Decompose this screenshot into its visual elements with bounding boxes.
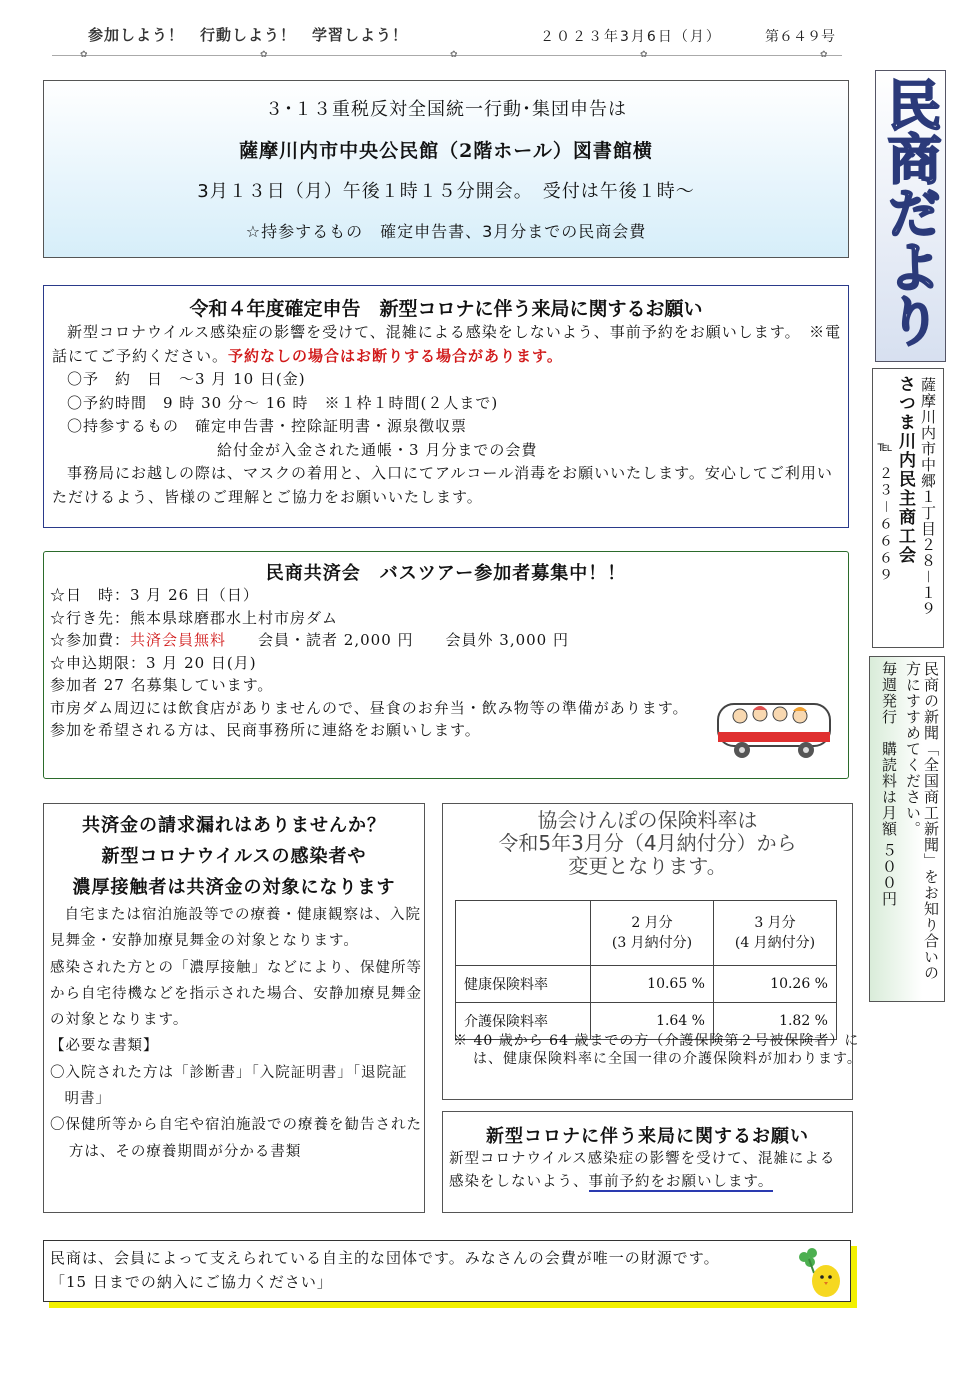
notice5-head3: 変更となります。	[568, 854, 727, 878]
org-address-panel	[872, 368, 944, 648]
notice2-p2: 事務局にお越しの際は、マスクの着用と、入口にてアルコール消毒をお願いいたします。安心してご利用いただけるよう、皆様のご理解とご協力をお願いいたします。	[52, 464, 833, 506]
newspaper-promo-panel	[869, 656, 945, 1002]
flower-ornament-icon: ✿	[820, 50, 828, 60]
notice3-title: 民商共済会 バスツアー参加者募集中！！	[265, 563, 627, 584]
rate-mar: 10.26 %	[714, 966, 837, 1003]
notice4-heading	[44, 810, 424, 903]
notice4-head3: 濃厚接触者は共済金の対象になります	[72, 877, 396, 898]
tour-recruit: 参加者 27 名募集しています。	[50, 676, 274, 694]
notice4-docs-label: 【必要な書類】	[50, 1038, 159, 1055]
insurance-rate-notice	[442, 803, 862, 1100]
promo-line1: 民商の新聞「全国商工新聞」をお知り合いの方にすすめてください。	[904, 661, 940, 981]
notice3-body	[50, 584, 710, 742]
notice5-head1: 協会けんぽの保険料率は	[537, 808, 758, 832]
tax-return-notice	[43, 285, 849, 528]
notice1-line1: ３･１３重税反対全国統一行動･集団申告は	[265, 99, 627, 120]
notice2-body	[52, 321, 842, 509]
issue-date: ２０２３年3月6日（月）	[540, 29, 722, 45]
footer-body	[50, 1246, 720, 1294]
issue-number: 第６４９号	[765, 29, 835, 45]
tour-fee	[50, 629, 710, 652]
fee-free: 共済会員無料	[130, 631, 227, 649]
notice6-body	[449, 1148, 849, 1194]
collective-filing-notice	[43, 80, 849, 258]
notice2-date: 〇予 約 日 ～3 月 10 日(金)	[67, 370, 306, 388]
notice1-items: ☆持参するもの 確定申告書、3月分までの民商会費	[245, 222, 647, 241]
tour-contact: 参加を希望される方は、民商事務所に連絡をお願いします。	[50, 721, 481, 739]
promo-line2: 毎週発行 購読料は月額 ５００円	[880, 661, 898, 907]
col-feb: 2 月分 (3 月納付分)	[591, 901, 714, 966]
logo-title: 民商だより	[879, 77, 943, 347]
notice6-underlined: 事前予約をお願いします。	[588, 1174, 774, 1190]
header-slogan: 参加しよう！ 行動しよう！ 学習しよう！	[88, 26, 409, 44]
rate-feb: 1.64 %	[591, 1003, 714, 1040]
notice6-text: 新型コロナウイルス感染症の影響を受けて、混雑による感染をしないよう、	[449, 1151, 836, 1190]
tour-lunch: 市房ダム周辺には飲食店がありませんので、昼食のお弁当・飲み物等の準備があります。	[50, 698, 689, 717]
notice2-p1: 新型コロナウイルス感染症の影響を受けて、混雑による感染をしないよう、事前予約をお願いします。 ※電話にてご予約ください。	[52, 323, 842, 365]
notice4-body	[50, 902, 422, 1165]
col-mar: 3 月分 (4 月納付分)	[714, 901, 837, 966]
notice5-heading	[443, 809, 852, 878]
bus-illustration-icon	[712, 690, 842, 768]
mutual-aid-notice	[43, 803, 425, 1213]
tour-destination: ☆行き先：熊本県球磨郡水上村市房ダム	[50, 608, 339, 627]
org-phone: ℡ ２３－６６６９	[877, 439, 893, 585]
footer-line2: 「15 日までの納入にご協力ください」	[50, 1273, 333, 1291]
flower-ornament-icon: ✿	[640, 50, 648, 60]
notice4-doc2: 〇保健所等から自宅や宿泊施設での療養を勧告された方は、その療養期間が分かる書類	[50, 1117, 422, 1160]
notice6-title: 新型コロナに伴う来局に関するお願い	[486, 1126, 809, 1147]
insurance-rate-table	[455, 900, 837, 1040]
footer-line1: 民商は、会員によって支えられている自主的な団体です。みなさんの会費が唯一の財源です。	[50, 1249, 720, 1267]
bus-tour-notice	[43, 551, 849, 779]
table-row	[456, 966, 837, 1003]
table-corner	[456, 901, 591, 966]
notice4-head1: 共済金の請求漏れはありませんか？	[82, 815, 386, 836]
chick-clover-icon	[794, 1245, 846, 1299]
notice5-note: ※ 40 歳から 64 歳までの方（介護保険第２号被保険者）には、健康保険料率に全国一律の介護保険料が加わります。	[453, 1033, 862, 1067]
rate-mar: 1.82 %	[714, 1003, 837, 1040]
notice1-venue: 薩摩川内市中央公民館（2階ホール）図書館横	[239, 140, 653, 162]
notice4-doc1: 〇入院された方は「診断書」「入院証明書」「退院証明書」	[50, 1064, 408, 1108]
notice2-items1: 〇持参するもの 確定申告書・控除証明書・源泉徴収票	[67, 417, 468, 435]
notice4-p1: 自宅または宿泊施設等での療養・健康観察は、入院見舞金・安静加療見舞金の対象となります。	[50, 907, 421, 950]
row-label: 介護保険料率	[456, 1003, 591, 1040]
rate-feb: 10.65 %	[591, 966, 714, 1003]
notice4-head2: 新型コロナウイルスの感染者や	[101, 846, 367, 867]
newsletter-logo	[875, 70, 946, 362]
fee-label: ☆参加費：	[50, 631, 131, 649]
notice4-p2: 感染された方との「濃厚接触」などにより、保健所等から自宅待機などを指示された場合、安静加療見舞金の対象となります。	[50, 959, 422, 1029]
notice1-time: 3月１３日（月）午後１時１５分開会。 受付は午後１時～	[197, 181, 695, 202]
notice2-items2: 給付金が入金された通帳・3 月分までの会費	[217, 440, 538, 459]
notice2-title: 令和４年度確定申告 新型コロナに伴う来局に関するお願い	[189, 298, 703, 320]
covid-visit-notice	[442, 1111, 853, 1213]
notice2-warning: 予約なしの場合はお断りする場合があります。	[228, 346, 563, 365]
tour-date: ☆日 時：3 月 26 日（日）	[50, 586, 259, 604]
notice5-head2: 令和5年3月分（4月納付分）から	[498, 831, 797, 855]
org-name: さつま川内民主商工会	[895, 375, 915, 565]
fee-rest: 会員・読者 2,000 円 会員外 3,000 円	[226, 631, 569, 649]
header-divider	[52, 55, 842, 56]
flower-ornament-icon: ✿	[450, 50, 458, 60]
tour-deadline: ☆申込期限：3 月 20 日(月)	[50, 653, 257, 672]
org-address: 薩摩川内市中郷１丁目２８－１９	[919, 377, 937, 618]
notice2-time: 〇予約時間 9 時 30 分～ 16 時 ※１枠１時間(２人まで)	[67, 393, 499, 412]
flower-ornament-icon: ✿	[80, 50, 88, 60]
dues-footer	[43, 1240, 851, 1302]
row-label: 健康保険料率	[456, 966, 591, 1003]
flower-ornament-icon: ✿	[260, 50, 268, 60]
